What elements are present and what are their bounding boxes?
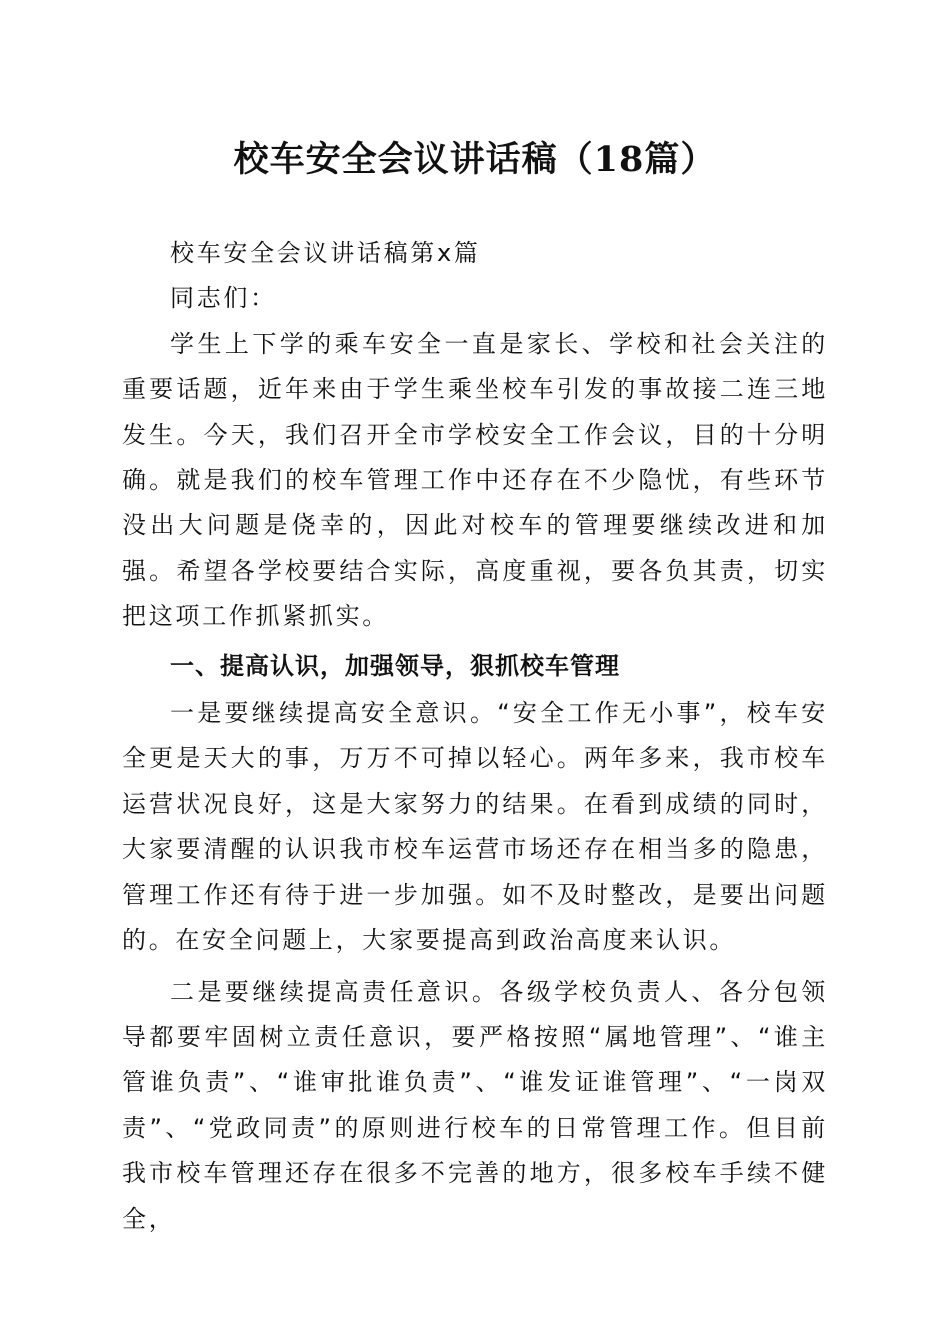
paragraph-1: 一是要继续提高安全意识。“安全工作无小事”，校车安全更是天大的事，万万不可掉以轻心。两年多来，我市校车运营状况良好，这是大家努力的结果。在看到成绩的同时，大家要清醒的认识我市校车运营市场还存在相当多的隐患，管理工作还有待于进一步加强。如不及时整改，是要出问题的。在安全问题上，大家要提高到政治高度来认识。 <box>122 699 828 955</box>
document-title: 校车安全会议讲话稿（18篇） <box>233 139 717 180</box>
greeting: 同志们： <box>170 284 277 313</box>
section-heading: 一、提高认识，加强领导，狠抓校车管理 <box>170 651 620 680</box>
paragraph-2: 二是要继续提高责任意识。各级学校负责人、各分包领导都要牢固树立责任意识，要严格按照“属地管理”、“谁主管谁负责”、“谁审批谁负责”、“谁发证谁管理”、“一岗双责”、“党政同责”的原则进行校车的日常管理工作。但目前我市校车管理还存在很多不完善的地方，很多校车手续不健全， <box>122 977 828 1233</box>
intro-paragraph: 学生上下学的乘车安全一直是家长、学校和社会关注的重要话题，近年来由于学生乘坐校车引发的事故接二连三地发生。今天，我们召开全市学校安全工作会议，目的十分明确。就是我们的校车管理工作中还存在不少隐忧，有些环节没出大问题是侥幸的，因此对校车的管理要继续改进和加强。希望各学校要结合实际，高度重视，要各负其责，切实把这项工作抓紧抓实。 <box>122 329 828 631</box>
subtitle: 校车安全会议讲话稿第x篇 <box>170 239 481 267</box>
document-body <box>122 231 828 1242</box>
